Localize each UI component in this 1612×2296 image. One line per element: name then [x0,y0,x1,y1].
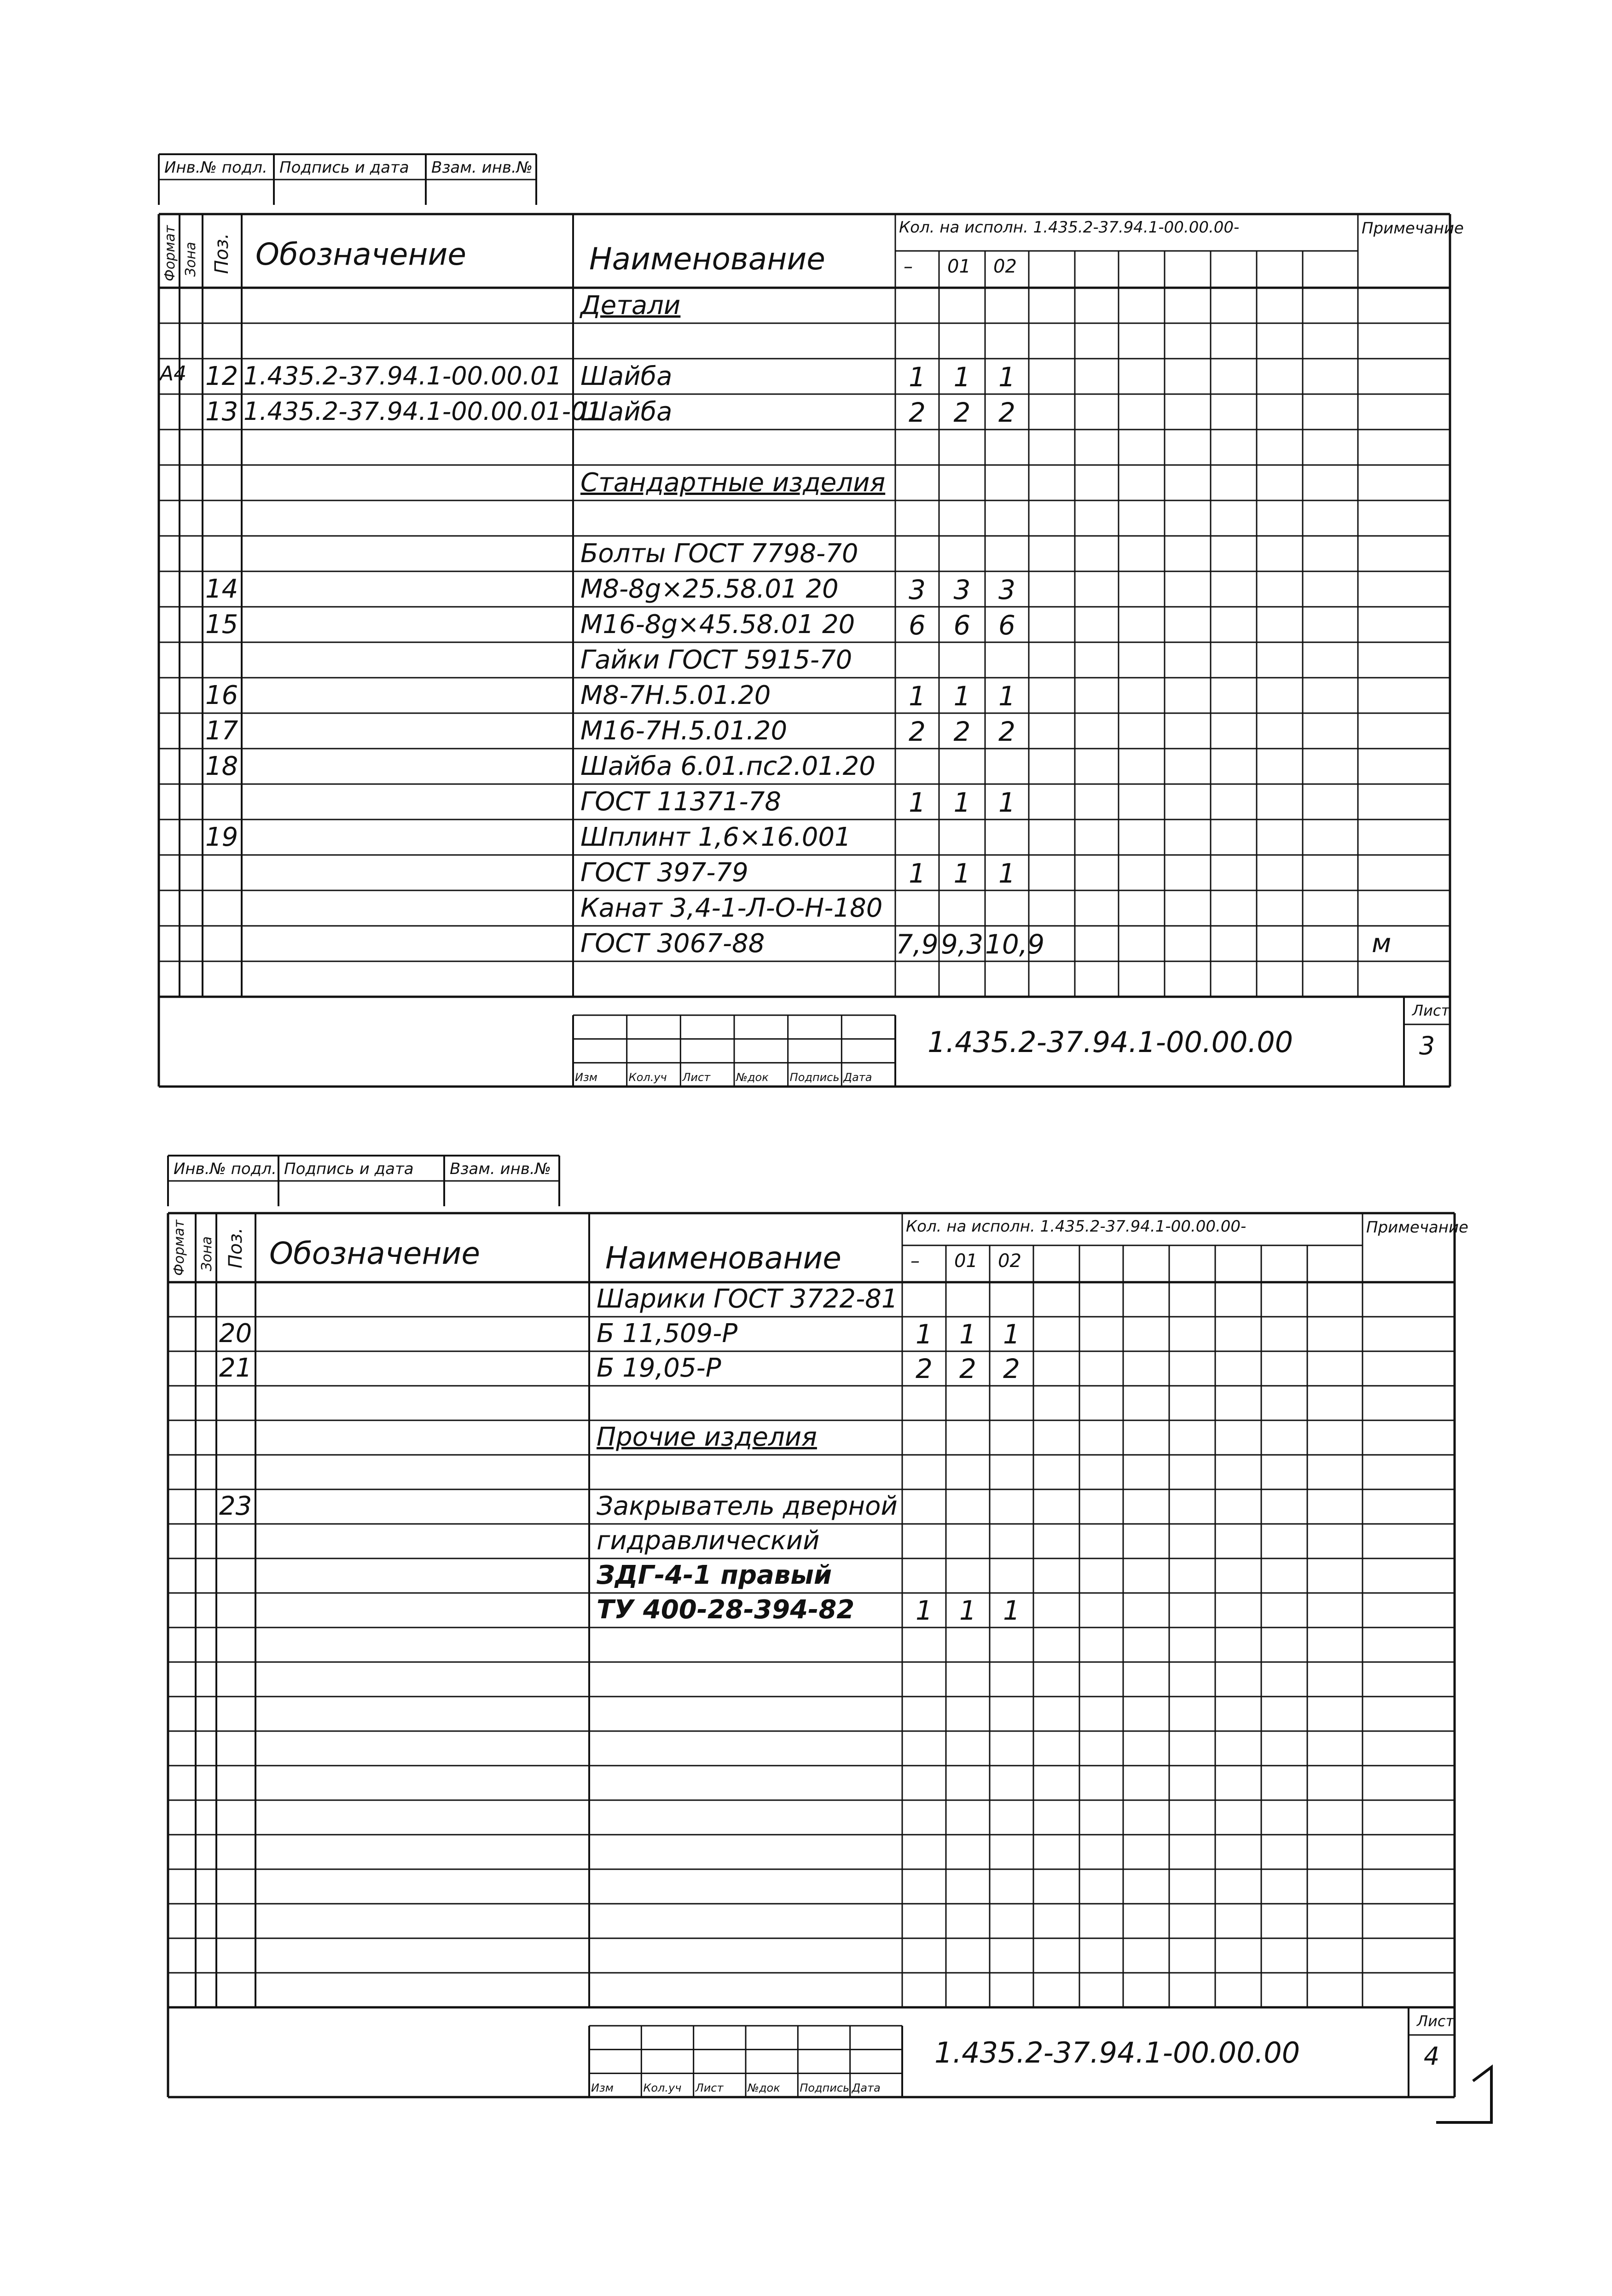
row-pos: 12 [205,361,238,391]
stamp-vzam: Взам. инв.№ [450,1160,551,1178]
row-format: А4 [160,362,187,385]
row-name: Шплинт 1,6×16.001 [580,822,851,852]
row-pos: 16 [205,680,238,710]
row-qty-0: 2 [909,716,926,747]
row-qty-0: 2 [909,397,926,428]
row-name: Шайба [580,361,673,391]
col-note-header: Примечание [1362,219,1464,238]
sheet-number: 3 [1419,1031,1435,1060]
col-zone-header: Зона [183,242,199,277]
row-qty-0: 1 [909,361,926,393]
col-designation-header: Обозначение [269,1236,480,1271]
row-name: Закрыватель дверной [597,1491,898,1521]
row-qty-2: 3 [998,574,1015,605]
col-exec-0: – [910,1250,920,1272]
stamp-sign-date: Подпись и дата [284,1160,414,1178]
row-qty-1: 1 [959,1595,976,1626]
title-block-col-0: Изм [591,2081,614,2094]
title-block-col-5: Дата [843,1071,872,1084]
row-pos: 18 [205,751,238,781]
title-block-col-5: Дата [852,2081,881,2094]
row-qty-2: 2 [1003,1353,1020,1384]
row-qty-1: 1 [953,858,971,889]
stamp-vzam: Взам. инв.№ [431,158,533,177]
col-name-header: Наименование [589,241,825,277]
row-qty-1: 1 [953,680,971,712]
row-qty-0: 7,9 [896,929,939,960]
row-name: Шарики ГОСТ 3722-81 [597,1284,898,1314]
row-qty-2: 1 [998,680,1015,712]
title-block-col-1: Кол.уч [628,1071,667,1084]
row-name: ГОСТ 11371-78 [580,787,781,817]
title-block-col-2: Лист [695,2081,724,2094]
row-pos: 13 [205,397,238,427]
row-qty-1: 6 [953,610,971,641]
row-qty-2: 1 [998,858,1015,889]
row-pos: 23 [219,1491,252,1521]
row-name: ГОСТ 397-79 [580,858,748,888]
section-title: Детали [580,291,681,320]
row-pos: 14 [205,574,238,604]
col-pos-header: Поз. [225,1227,246,1268]
col-name-header: Наименование [605,1240,841,1276]
row-qty-1: 1 [953,361,971,393]
row-designation: 1.435.2-37.94.1-00.00.01 [244,361,562,390]
row-qty-1: 2 [953,397,971,428]
title-block-col-0: Изм [575,1071,597,1084]
row-name: Шайба 6.01.пс2.01.20 [580,751,876,781]
row-qty-2: 6 [998,610,1015,641]
row-qty-0: 3 [909,574,926,605]
row-qty-1: 1 [959,1319,976,1350]
row-pos: 15 [205,610,238,639]
stamp-sign-date: Подпись и дата [279,158,409,177]
row-qty-0: 1 [909,787,926,818]
stamp-inv-podl: Инв.№ подл. [174,1160,277,1178]
col-exec-1: 01 [947,256,971,277]
row-name: М16-7Н.5.01.20 [580,716,788,746]
document-code: 1.435.2-37.94.1-00.00.00 [928,1025,1293,1059]
title-block-col-1: Кол.уч [643,2081,682,2094]
col-exec-0: – [904,256,913,277]
row-qty-0: 1 [909,680,926,712]
row-name: Гайки ГОСТ 5915-70 [580,645,852,675]
row-qty-2: 10,9 [985,929,1045,960]
col-format-header: Формат [162,225,178,281]
title-block-col-3: №док [748,2081,780,2094]
sheet-label: Лист [1412,1002,1450,1019]
section-title: Прочие изделия [597,1422,817,1452]
title-block-col-2: Лист [682,1071,711,1084]
row-qty-1: 9,3 [940,929,984,960]
col-pos-header: Поз. [211,233,232,274]
row-qty-1: 1 [953,787,971,818]
row-qty-0: 1 [916,1319,933,1350]
row-name: Канат 3,4-1-Л-О-Н-180 [580,893,883,923]
sheet-number: 4 [1423,2042,1440,2071]
row-qty-2: 1 [998,361,1015,393]
row-qty-0: 1 [916,1595,933,1626]
row-name: Б 19,05-Р [597,1353,721,1383]
row-qty-2: 1 [998,787,1015,818]
col-exec-1: 01 [954,1250,978,1272]
col-format-header: Формат [171,1220,187,1276]
row-pos: 19 [205,822,238,852]
row-qty-0: 1 [909,858,926,889]
row-pos: 21 [219,1353,252,1383]
row-qty-2: 2 [998,397,1015,428]
row-name: Шайба [580,397,673,427]
col-zone-header: Зона [199,1236,215,1271]
row-name: М16-8g×45.58.01 20 [580,610,855,639]
title-block-col-4: Подпись [800,2081,850,2094]
row-note: м [1372,929,1392,959]
col-note-header: Примечание [1366,1218,1468,1237]
row-name: Болты ГОСТ 7798-70 [580,539,858,569]
row-pos: 20 [219,1319,252,1349]
document-code: 1.435.2-37.94.1-00.00.00 [934,2035,1300,2069]
col-qty-header: Кол. на исполн. 1.435.2-37.94.1-00.00.00- [906,1217,1247,1236]
row-designation: 1.435.2-37.94.1-00.00.01-01 [244,397,603,426]
row-name: ТУ 400-28-394-82 [597,1595,855,1625]
title-block-col-3: №док [736,1071,769,1084]
col-exec-2: 02 [998,1250,1021,1272]
row-qty-1: 2 [959,1353,976,1384]
row-name: ЗДГ-4-1 правый [597,1560,832,1590]
row-name: ГОСТ 3067-88 [580,929,765,959]
title-block-col-4: Подпись [789,1071,840,1084]
row-name: М8-7Н.5.01.20 [580,680,771,710]
row-qty-1: 2 [953,716,971,747]
row-qty-0: 2 [916,1353,933,1384]
sheet-label: Лист [1417,2012,1455,2030]
corner-mark [1436,2067,1491,2122]
col-qty-header: Кол. на исполн. 1.435.2-37.94.1-00.00.00- [899,218,1240,237]
row-qty-2: 1 [1003,1595,1020,1626]
row-qty-1: 3 [953,574,971,605]
row-qty-2: 2 [998,716,1015,747]
row-name: гидравлический [597,1526,820,1556]
col-exec-2: 02 [993,256,1017,277]
col-designation-header: Обозначение [255,237,466,272]
row-qty-0: 6 [909,610,926,641]
row-name: М8-8g×25.58.01 20 [580,574,839,604]
section-title: Стандартные изделия [580,468,886,498]
row-pos: 17 [205,716,238,746]
row-name: Б 11,509-Р [597,1319,738,1349]
stamp-inv-podl: Инв.№ подл. [164,158,267,177]
row-qty-2: 1 [1003,1319,1020,1350]
